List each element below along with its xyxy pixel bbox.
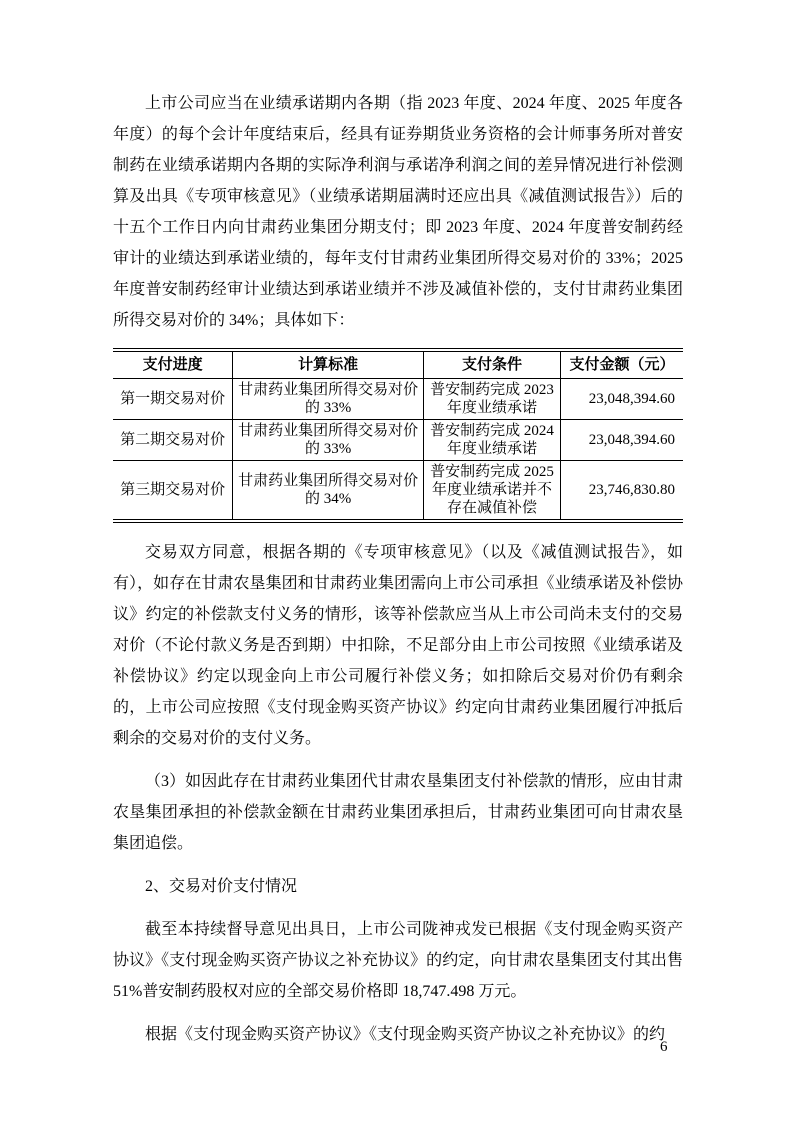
cell-stage: 第三期交易对价 [120, 482, 226, 498]
table-row [113, 420, 683, 461]
paragraph-agreement-continued: 根据《支付现金购买资产协议》《支付现金购买资产协议之补充协议》的约 [145, 1026, 666, 1043]
page-number: 6 [660, 1039, 668, 1055]
header-payment-amount: 支付金额（元） [560, 350, 683, 379]
cell-condition: 普安制药完成 2025 年度业绩承诺并不存在减值补偿 [424, 461, 561, 522]
cell-condition: 普安制药完成 2023 年度业绩承诺 [424, 379, 561, 420]
section-heading-payment-status: 2、交易对价支付情况 [145, 878, 298, 895]
header-payment-condition: 支付条件 [424, 350, 561, 379]
paragraph-commitment-period: 上市公司应当在业绩承诺期内各期（指 2023 年度、2024 年度、2025 年度各年度）的每个会计年度结束后，经具有证券期货业务资格的会计师事务所对普安制药在业绩承诺期内各期的实际净利润与承诺净利润之间的差异情况进行补偿测算及出具《专项审核意见》（业绩承诺期届满时还应出具《减值测试报告》）后的十五个工作日内向甘肃药业集团分期支付；即 2023 年度、2024 年度普安制药经审计的业绩达到承诺业绩的，每年支付甘肃药业集团所得交易对价的 33%；2025 年度普安制药经审计业绩达到承诺业绩并不涉及减值补偿的，支付甘肃药业集团所得交易对价的 34%；具体如下： [113, 95, 683, 329]
paragraph-payment-completed: 截至本持续督导意见出具日，上市公司陇神戎发已根据《支付现金购买资产协议》《支付现金购买资产协议之补充协议》的约定，向甘肃农垦集团支付其出售 51%普安制药股权对应的全部交易价格即 18,747.498 万元。 [113, 921, 683, 1000]
paragraph-compensation-deduction: 交易双方同意，根据各期的《专项审核意见》（以及《减值测试报告》，如有），如存在甘肃农垦集团和甘肃药业集团需向上市公司承担《业绩承诺及补偿协议》约定的补偿款支付义务的情形，该等补偿款应当从上市公司尚未支付的交易对价（不论付款义务是否到期）中扣除，不足部分由上市公司按照《业绩承诺及补偿协议》约定以现金向上市公司履行补偿义务；如扣除后交易对价仍有剩余的，上市公司应按照《支付现金购买资产协议》约定向甘肃药业集团履行冲抵后剩余的交易对价的支付义务。 [113, 544, 683, 747]
table-row [113, 379, 683, 420]
paragraph-item-3-recourse: （3）如因此存在甘肃药业集团代甘肃农垦集团支付补偿款的情形，应由甘肃农垦集团承担的补偿款金额在甘肃药业集团承担后，甘肃药业集团可向甘肃农垦集团追偿。 [113, 773, 683, 852]
cell-standard: 甘肃药业集团所得交易对价的 33% [233, 379, 424, 420]
payment-schedule-table [113, 348, 683, 523]
table-row [113, 461, 683, 522]
cell-standard: 甘肃药业集团所得交易对价的 33% [233, 420, 424, 461]
header-calculation-standard: 计算标准 [233, 350, 424, 379]
cell-stage: 第二期交易对价 [113, 420, 233, 461]
cell-amount: 23,048,394.60 [560, 420, 683, 461]
cell-amount: 23,746,830.80 [560, 461, 683, 522]
cell-amount: 23,048,394.60 [560, 379, 683, 420]
cell-stage: 第一期交易对价 [113, 379, 233, 420]
cell-standard: 甘肃药业集团所得交易对价的 34% [233, 461, 424, 522]
header-payment-stage: 支付进度 [113, 350, 233, 379]
table-header-row [113, 350, 683, 379]
cell-condition: 普安制药完成 2024 年度业绩承诺 [424, 420, 561, 461]
